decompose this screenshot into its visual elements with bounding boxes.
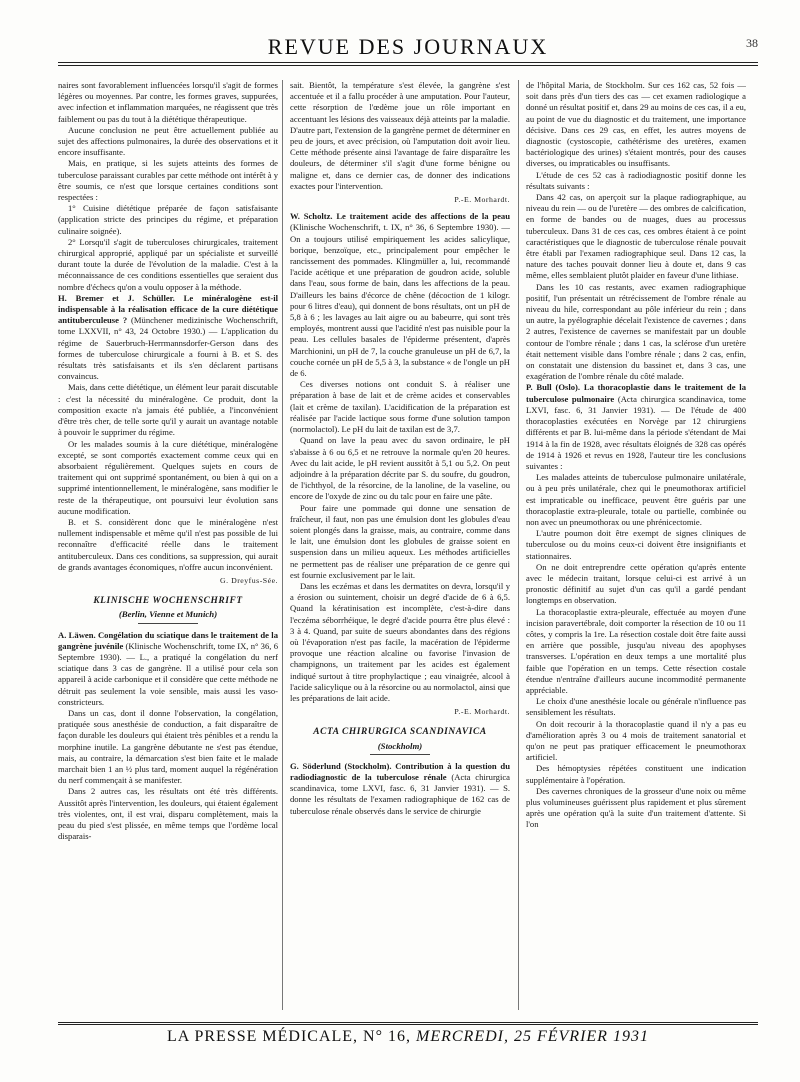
article-title: G. Söderlund (Stockholm). Contribution à la question du radiodiagnostic de la tuberculose rénale <box>290 760 510 782</box>
issue-date: MERCREDI, 25 FÉVRIER 1931 <box>416 1028 649 1045</box>
paragraph: Dans les eczémas et dans les dermatites on devra, lorsqu'il y a érosion ou suintement, choisir un degré d'acide de 6 à 6,5. Quand la kératinisation est incomplète, c'est-à-dire dans l'eczéma séborrhéique, le degré d'acide pourra être plus élevé : 3 à 4. Quand, par suite de sueurs abondantes dans des régions où l'évaporation n'est pas facile, la macération de l'épiderme provoque une réaction alcaline ou favorise l'invasion de champignons, un traitement par les acides est également indiqué surtout à titre prophylactique ; eau vinaigrée, alcool à l'acide salicylique ou à la résorcine ou au normolactol, ainsi que les préparations de lait acide. <box>290 580 510 703</box>
paragraph: Aucune conclusion ne peut être actuellement publiée au sujet des affections pulmonaires, la durée des observations et it encore insuffisante. <box>58 124 278 158</box>
paragraph: On ne doit entreprendre cette opération qu'après entente avec le médecin traitant, lorsque celui-ci est arrivé à un pronostic définitif au sujet d'un cas qu'il a gardé pendant longtemps en observation. <box>526 561 746 606</box>
paragraph: Pour faire une pommade qui donne une sensation de fraîcheur, il faut, non pas une émulsion dont les globules d'eau soient plongés dans la graisse, mais, au contraire, comme dans le lait, une émulsion dont les globules de graisse soient en suspension dans un milieu aqueux. Les méthodes artificielles ne permettent pas de réaliser une préparation de ce genre qui est fournie exclusivement par le lait. <box>290 502 510 580</box>
article-heading <box>290 761 510 817</box>
article-heading <box>290 211 510 379</box>
page-number: 38 <box>746 36 758 50</box>
article-title: H. Bremer et J. Schüller. Le minéralogène est-il indispensable à la réalisation efficace de la cure diététique antituberculeuse ? <box>58 292 278 326</box>
section-subheading: (Berlin, Vienne et Munich) <box>118 609 218 620</box>
author-signature: P.-E. Morhardt. <box>454 707 510 717</box>
author-signature: G. Dreyfus-Sée. <box>220 575 278 585</box>
section-heading: KLINISCHE WOCHENSCHRIFT <box>93 596 243 607</box>
paragraph: de l'hôpital Maria, de Stockholm. Sur ces 162 cas, 52 fois — soit dans près d'un tiers des cas — cet examen radiologique a donné un résultat positif et, dans 29 au moins de ces cas, il a eu, au point de vue du diagnostic et du traitement, une importance décisive. Dans ces 29 cas, en effet, les autres moyens de diagnostic (cystoscopie, cathétérisme des uretères, examen bactériologique des urines) s'étaient montrés, pour des causes diverses, ou impraticables ou insuffisants. <box>526 80 746 169</box>
column-divider <box>282 80 283 1010</box>
column-divider <box>518 80 519 1010</box>
article-reference: (Acta chirurgica scandinavica, tome LXVI, fasc. 6, 31 Janvier 1931). — De l'étude de 400 thoracoplasties exécutées en Norvège par 12 chirurgiens différents et par B. lui-même dans la période s'étendant de Mai 1914 à la fin de 1928, avec résultats éloignés de 328 cas opérés de 1914 à 1926 et revus en 1928, l'auteur tire les conclusions suivantes : <box>526 393 746 471</box>
journal-name: LA PRESSE MÉDICALE, N° 16, <box>167 1028 411 1045</box>
paragraph: Dans un cas, dont il donne l'observation, la congélation, pratiquée sous anesthésie de conduction, a fait disparaître de façon durable les douleurs qui étaient très pénibles et a rendu la morphine inutile. La gangrène débutante ne s'est pas étendue, mais, au contraire, la démarcation s'est bien faite et le malade marchait bien 1 an ½ plus tard, moment auquel la régénération du nerf commençait à se manifester. <box>58 707 278 786</box>
paragraph: naires sont favorablement influencées lorsqu'il s'agit de formes légères ou moyennes. Par contre, les formes graves, suppurées, avec infection et inflammation marquées, ne réagissent que très faiblement ou pas du tout à la diététique thérapeutique. <box>58 80 278 124</box>
article-heading <box>58 630 278 708</box>
article-reference: (Klinische Wochenschrift, tome IX, n° 36, 6 Septembre 1930). — L., a pratiqué la congélation du nerf sciatique dans 3 cas de gangrène. Il a utilisé pour cela son appareil à acide carbonique et il considère que cette méthode ne détruit pas seulement la voie sensible, mais aussi les vaso-constricteurs. <box>58 640 278 707</box>
paragraph: B. et S. considèrent donc que le minéralogène n'est nullement indispensable et même qu'il n'est pas possible de lui reconnaître d'efficacité réelle dans le traitement antituberculeux. Dans ces conditions, sa suppression, qui aurait de grands avantages économiques, n'offre aucun inconvénient. <box>58 516 278 572</box>
paragraph: Mais, en pratique, si les sujets atteints des formes de tuberculose paraissant curables par cette méthode ont intérêt à y être soumis, ce n'est que lorsque certaines conditions sont respectées : <box>58 158 278 203</box>
paragraph: Dans 42 cas, on aperçoit sur la plaque radiographique, au niveau du rein — ou de l'uretère — des ombres de calcification, en forme de bandes ou de nuages, dues au processus tuberculeux. Dans 31 de ces cas, ces ombres étaient à ce point caractéristiques que le diagnostic de tuberculose rénale pouvait être établi par l'examen radiographique seul. Dans 12 cas, la nature des taches pouvait donner lieu à doute et, dans 9 cas même, elles semblaient plutôt plaider en faveur d'une lithiase. <box>526 192 746 281</box>
paragraph: sait. Bientôt, la température s'est élevée, la gangrène s'est accentuée et il a fallu procéder à une amputation. Pour l'auteur, cette résorption de l'œdème joue un rôle important en accentuant les lésions des vaisseaux déjà atteints par la maladie. D'autre part, l'extension de la gangrène permet de déterminer en peu de jours, et avec précision, où l'amputation doit avoir lieu. Cette méthode présente ainsi l'avantage de faire disparaître les douleurs, de déterminer s'il s'agit d'une forme bénigne ou maligne et, dans ce dernier cas, de donner des indications exactes pour l'intervention. <box>290 80 510 191</box>
paragraph: Des cavernes chroniques de la grosseur d'une noix ou même plus volumineuses guérissent plus rapidement et plus sûrement après une opération qu'à la suite d'un traitement d'attente. Si l'on <box>526 785 746 830</box>
section-divider <box>138 623 198 624</box>
paragraph: 1° Cuisine diététique préparée de façon satisfaisante (application stricte des principes du régime, et préparation culinaire soignée). <box>58 203 278 236</box>
author-signature: P.-E. Morhardt. <box>454 195 510 205</box>
paragraph: Quand on lave la peau avec du savon ordinaire, le pH s'abaisse à 6 ou 6,5 et ne retrouve la normale qu'en 20 heures. Avec du lait acide, le pH revient aussitôt à 5,1 ou 5,2. On peut adjoindre à la préparation décrite par S. du soufre, du goudron, de l'ichthyol, de la résorcine, de la lanoline, de la vaseline, ou encore de l'oxyde de zinc ou du talc pour en faire une pâte. <box>290 435 510 502</box>
paragraph: Mais, dans cette diététique, un élément leur parait discutable : c'est la nécessité du minéralogène. Ce produit, dont la composition exacte n'a jamais été publiée, a l'inconvénient d'être très cher, de telle sorte qu'il y aurait un avantage notable à pouvoir le supprimer du régime. <box>58 382 278 438</box>
paragraph: Le choix d'une anesthésie locale ou générale n'influence pas sensiblement les résultats. <box>526 696 746 718</box>
paragraph: L'étude de ces 52 cas à radiodiagnostic positif donne les résultats suivants : <box>526 169 746 191</box>
page-footer <box>58 1028 758 1046</box>
article-title: A. Läwen. Congélation du sciatique dans le traitement de la gangrène juvénile <box>58 629 278 651</box>
header-rule <box>58 62 758 63</box>
section-heading: ACTA CHIRURGICA SCANDINAVICA <box>313 727 487 738</box>
running-title: REVUE DES JOURNAUX <box>267 34 549 59</box>
paragraph: Ces diverses notions ont conduit S. à réaliser une préparation à base de lait et de crème acides et conservables (lait et crème de taxilan). L'acidification de la préparation est réalisée par l'acide lactique sous forme d'une solution tampon (normolactol). Le pH du lait de taxilan est de 3,7. <box>290 379 510 435</box>
paragraph: Dans 2 autres cas, les résultats ont été très différents. Aussitôt après l'intervention, les douleurs, qui étaient également très violentes, ont, il est vrai, disparu complètement, mais la peau du pied s'est plissée, en même temps que l'ordème local disparais- <box>58 786 278 842</box>
column-2 <box>290 80 510 1015</box>
footer-rule <box>58 1022 758 1025</box>
paragraph: On doit recourir à la thoracoplastie quand il n'y a pas eu d'amélioration après 3 ou 4 mois de traitement sanatorial et qu'on ne peut pas pratiquer efficacement le pneumothorax artificiel. <box>526 718 746 763</box>
paragraph: L'autre poumon doit être exempt de signes cliniques de tuberculose ou du moins ceux-ci doivent être insignifiants et stationnaires. <box>526 528 746 561</box>
page-header <box>58 30 758 70</box>
article-reference: (Klinische Wochenschrift, t. IX, n° 36, 6 Septembre 1930). — On a toujours utilisé empiriquement les acides salicylique, borique, benzoïque, etc., principalement pour empêcher le rancissement des pommades. Klingmüller a, lui, recommandé l'acide acétique et une préparation de goudron acide, soluble dans l'eau, sous forme de bain, dans les affections de la peau. D'ailleurs les bains d'écorce de chêne (décoction de 1 kilogr. pour 6 litres d'eau), qui donnent de bons résultats, ont un pH de 5,8 à 6 ; les lavages au lait aigre ou au babeurre, qui sont très employés, montrent aussi que l'acidité n'est pas nuisible pour la peau. Les cellules basales de l'épiderme présentent, d'après Marchionini, un pH de 7, la couche granuleuse un pH de 6,7, la couche cornée un pH de 5,5 à 3, la substance « de l'ongle un pH de 6. <box>290 222 510 379</box>
section-subheading: (Stockholm) <box>377 740 423 751</box>
article-reference: (Münchener medizinische Wochenschrift, tome LXXVII, n° 43, 24 Octobre 1930.) — L'application du régime de Sauerbruch-Herrmannsdorfer-Gerson dans des formes de tuberculose chirurgicale a fourni à B. et S. des résultats très satisfaisants et ils s'en déclarent partisans convaincus. <box>58 315 278 382</box>
column-3 <box>526 80 746 1015</box>
paragraph: Or les malades soumis à la cure diététique, minéralogène excepté, se sont comportés exactement comme ceux qui en absorbaient régulièrement. Quelques sujets en cours de traitement qui ont supprimé spontanément, ou bien à qui on a supprimé intentionnellement, le minéralogène, sans modifier le reste de la thérapeutique, ont poursuivi leur évolution sans aucune modification. <box>58 438 278 516</box>
article-heading <box>58 293 278 383</box>
paragraph: Des hémoptysies répétées constituent une indication supplémentaire à l'opération. <box>526 763 746 785</box>
article-title: P. Bull (Oslo). La thoracoplastie dans le traitement de la tuberculose pulmonaire <box>526 382 746 404</box>
article-reference: (Acta chirurgica scandinavica, tome LXVI, fasc. 6, 31 Janvier 1931). — S. donne les résultats de l'examen radiographique de 162 cas de tuberculose rénale observés dans le service de chirurgie <box>290 771 510 816</box>
paragraph: Les malades atteints de tuberculose pulmonaire unilatérale, ou à peu près unilatérale, chez qui le pneumothorax artificiel est impraticable ou inefficace, peuvent être guéris par une thoracoplastie extra-pleurale, totale ou partielle, combinée ou non avec un pneumothorax ou une phrénicectomie. <box>526 472 746 527</box>
column-1 <box>58 80 278 1015</box>
paragraph: Dans les 10 cas restants, avec examen radiographique positif, l'un présentait un rétrécissement de l'ombre rénale au niveau du hile, correspondant au pôle inférieur du rein ; dans un autre, la pyélographie décelait l'existence de cavernes ; dans 2 autres, l'existence de cavernes se manifestait par un double contour de l'ombre rénale ; dans 1 cas, la sclérose d'un uretère était nettement visible dans l'ombre rénale ; dans 2 cas, enfin, on constatait une distension du bassinet et, dans 3 cas, une exagération de l'ombre rénale du côté malade. <box>526 281 746 382</box>
article-title: W. Scholtz. Le traitement acide des affections de la peau <box>290 211 510 222</box>
header-rule-secondary <box>58 65 758 66</box>
paragraph: 2° Lorsqu'il s'agit de tuberculoses chirurgicales, traitement chirurgical approprié, appliqué par un spécialiste et surveillé durant toute la durée de l'évolution de la maladie. C'est à la méconnaissance de ces conditions essentielles que seraient dus nombre d'échecs qu'on a voulu opposer à la méthode. <box>58 236 278 292</box>
article-heading <box>526 382 746 472</box>
section-divider <box>370 754 430 755</box>
paragraph: La thoracoplastie extra-pleurale, effectuée au moyen d'une incision paravertébrale, doit comporter la résection de 10 ou 11 côtes, y compris la 1re. La résection costale doit être faite aussi en arrière que possible, jusqu'au niveau des apophyses transverses. L'opération en deux temps a une mortalité plus faible que l'opération en un temps. Cette résection costale étendue n'entraîne d'ailleurs aucune incommodité permanente appréciable. <box>526 606 746 695</box>
